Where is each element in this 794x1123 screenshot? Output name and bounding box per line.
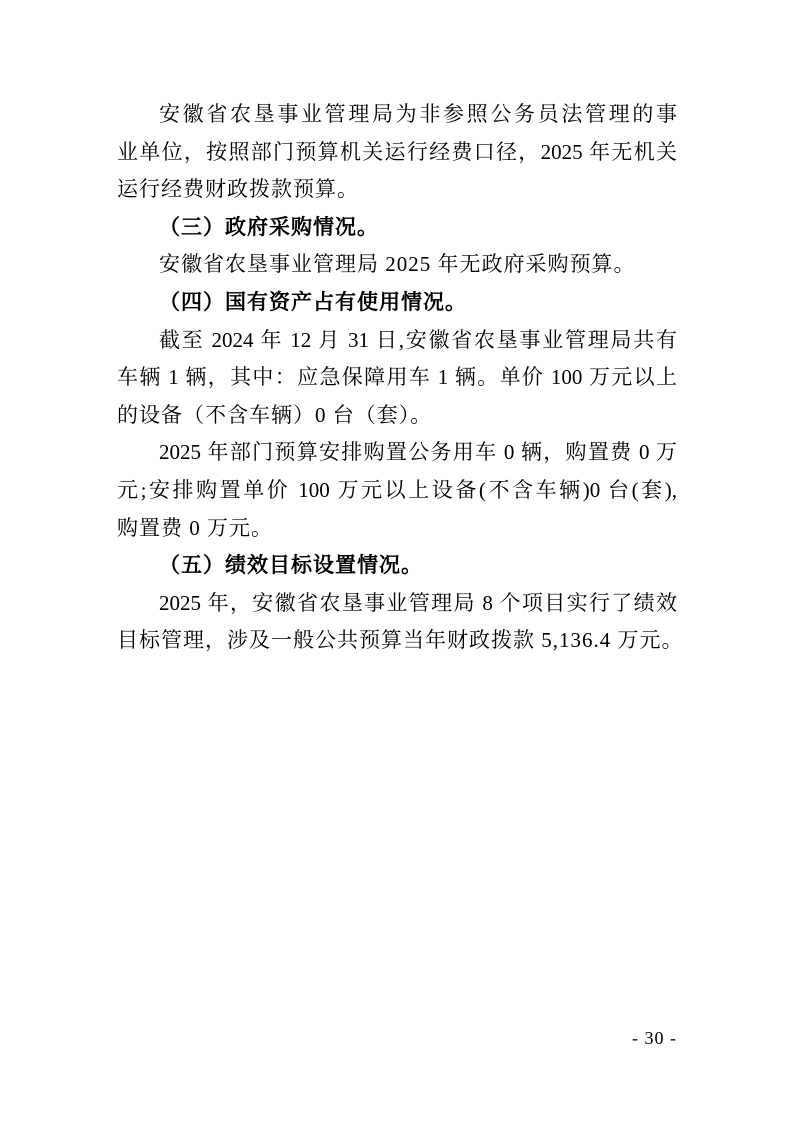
- document-body: [117, 96, 684, 660]
- text-line: 截至 2024 年 12 月 31 日,安徽省农垦事业管理局共有: [159, 327, 677, 352]
- text-line: 元;安排购置单价 100 万元以上设备(不含车辆)0 台(套),: [117, 477, 677, 502]
- text-line: 2025 年部门预算安排购置公务用车 0 辆，购置费 0 万: [159, 440, 677, 465]
- text-line: 的设备（不含车辆）0 台（套）。: [117, 402, 433, 427]
- para-operating-funds: [117, 96, 677, 209]
- text-line: 车辆 1 辆，其中：应急保障用车 1 辆。单价 100 万元以上: [117, 365, 677, 390]
- text-line: 安徽省农垦事业管理局 2025 年无政府采购预算。: [159, 252, 636, 277]
- text-line: 目标管理，涉及一般公共预算当年财政拨款 5,136.4 万元。: [117, 628, 684, 653]
- text-line: （四）国有资产占有使用情况。: [159, 289, 467, 314]
- para-state-assets-budget: [117, 434, 677, 547]
- heading-performance-targets: [117, 547, 677, 585]
- para-performance-targets: [117, 585, 684, 660]
- para-government-procurement: [117, 246, 677, 284]
- text-line: 业单位，按照部门预算机关运行经费口径，2025 年无机关: [117, 139, 677, 164]
- text-line: （五）绩效目标设置情况。: [159, 553, 423, 578]
- text-line: 2025 年，安徽省农垦事业管理局 8 个项目实行了绩效: [159, 590, 677, 615]
- para-state-assets-current: [117, 322, 677, 435]
- text-line: 安徽省农垦事业管理局为非参照公务员法管理的事: [159, 102, 677, 126]
- heading-state-assets: [117, 284, 677, 322]
- text-line: （三）政府采购情况。: [159, 214, 379, 239]
- text-line: 购置费 0 万元。: [117, 515, 273, 540]
- heading-government-procurement: [117, 209, 677, 247]
- page-number: - 30 -: [632, 1028, 677, 1048]
- text-line: 运行经费财政拨款预算。: [117, 177, 359, 202]
